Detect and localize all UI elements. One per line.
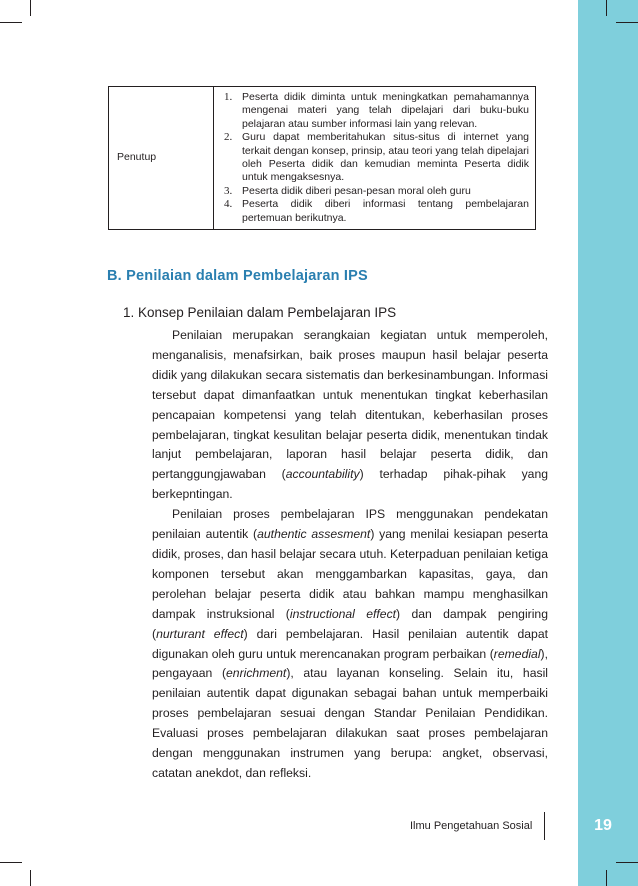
crop-mark [0, 22, 22, 23]
closing-activity-table [108, 86, 536, 230]
paragraph: Penilaian proses pembelajaran IPS menggunakan pendekatan penilaian autentik (authentic assesment) yang menilai kesiapan peserta didik, proses, dan hasil belajar secara utuh. Keterpaduan penilaian ketiga komponen tersebut akan menggambarkan kapasitas, gaya, dan perolehan belajar peserta didik atau bahkan mampu menghasilkan dampak instruksional (instructional effect) dan dampak pengiring (nurturant effect) dari pembelajaran. Hasil penilaian autentik dapat digunakan oleh guru untuk merencanakan program perbaikan (remedial), pengayaan (enrichment), atau layanan konseling. Selain itu, hasil penilaian autentik dapat digunakan sebagai bahan untuk memperbaiki proses pembelajaran sesuai dengan Standar Penilaian Pendidikan. Evaluasi proses pembelajaran dilakukan saat proses pembelajaran dengan menggunakan instrumen yang berupa: angket, observasi, catatan anekdot, dan refleksi. [152, 507, 549, 780]
table-label: Penutup [117, 151, 157, 164]
table-label-cell [109, 87, 214, 230]
list-item: 3. Peserta didik diberi pesan-pesan moral oleh guru [224, 184, 471, 197]
footer-divider [544, 812, 545, 840]
section-heading: B. Penilaian dalam Pembelajaran IPS [107, 268, 368, 284]
subsection-heading: 1. Konsep Penilaian dalam Pembelajaran IPS [123, 305, 397, 320]
crop-mark [606, 0, 607, 16]
paragraph: Penilaian merupakan serangkaian kegiatan untuk memperoleh, menganalisis, menafsirkan, baik proses maupun hasil belajar peserta didik yang dilakukan secara sistematis dan berkesinambungan. Informasi tersebut dapat dimanfaatkan untuk menentukan tingkat keberhasilan pencapaian kompetensi yang telah ditentukan, keberhasilan proses pembelajaran, tingkat kesulitan belajar peserta didik, menentukan tindak lanjut pembelajaran, laporan hasil belajar peserta didik, dan pertanggungjawaban (accountability) terhadap pihak-pihak yang berkepntingan. [152, 328, 548, 502]
crop-mark [606, 870, 607, 886]
table-items-cell [214, 87, 536, 230]
side-color-tab [578, 0, 638, 886]
list-item: 4. Peserta didik diberi informasi tentang pembelajaran pertemuan berikutnya. [224, 198, 529, 224]
body-text [152, 326, 548, 784]
crop-mark [30, 0, 31, 16]
list-item: 1. Peserta didik diminta untuk meningkatkan pemahamannya mengenai materi yang telah dipelajari dari buku-buku pelajaran atau sumber informasi lain yang relevan. [224, 91, 529, 130]
crop-mark [30, 870, 31, 886]
page-number: 19 [578, 806, 628, 846]
list-item: 2. Guru dapat memberitahukan situs-situs di internet yang terkait dengan konsep, prinsip, atau teori yang telah dipelajari oleh Peserta didik dan kemudian meminta Peserta didik untuk mengaksesnya. [224, 131, 529, 184]
footer-book-title: Ilmu Pengetahuan Sosial [410, 820, 533, 832]
crop-mark [616, 22, 638, 23]
crop-mark [616, 862, 638, 863]
crop-mark [0, 862, 22, 863]
